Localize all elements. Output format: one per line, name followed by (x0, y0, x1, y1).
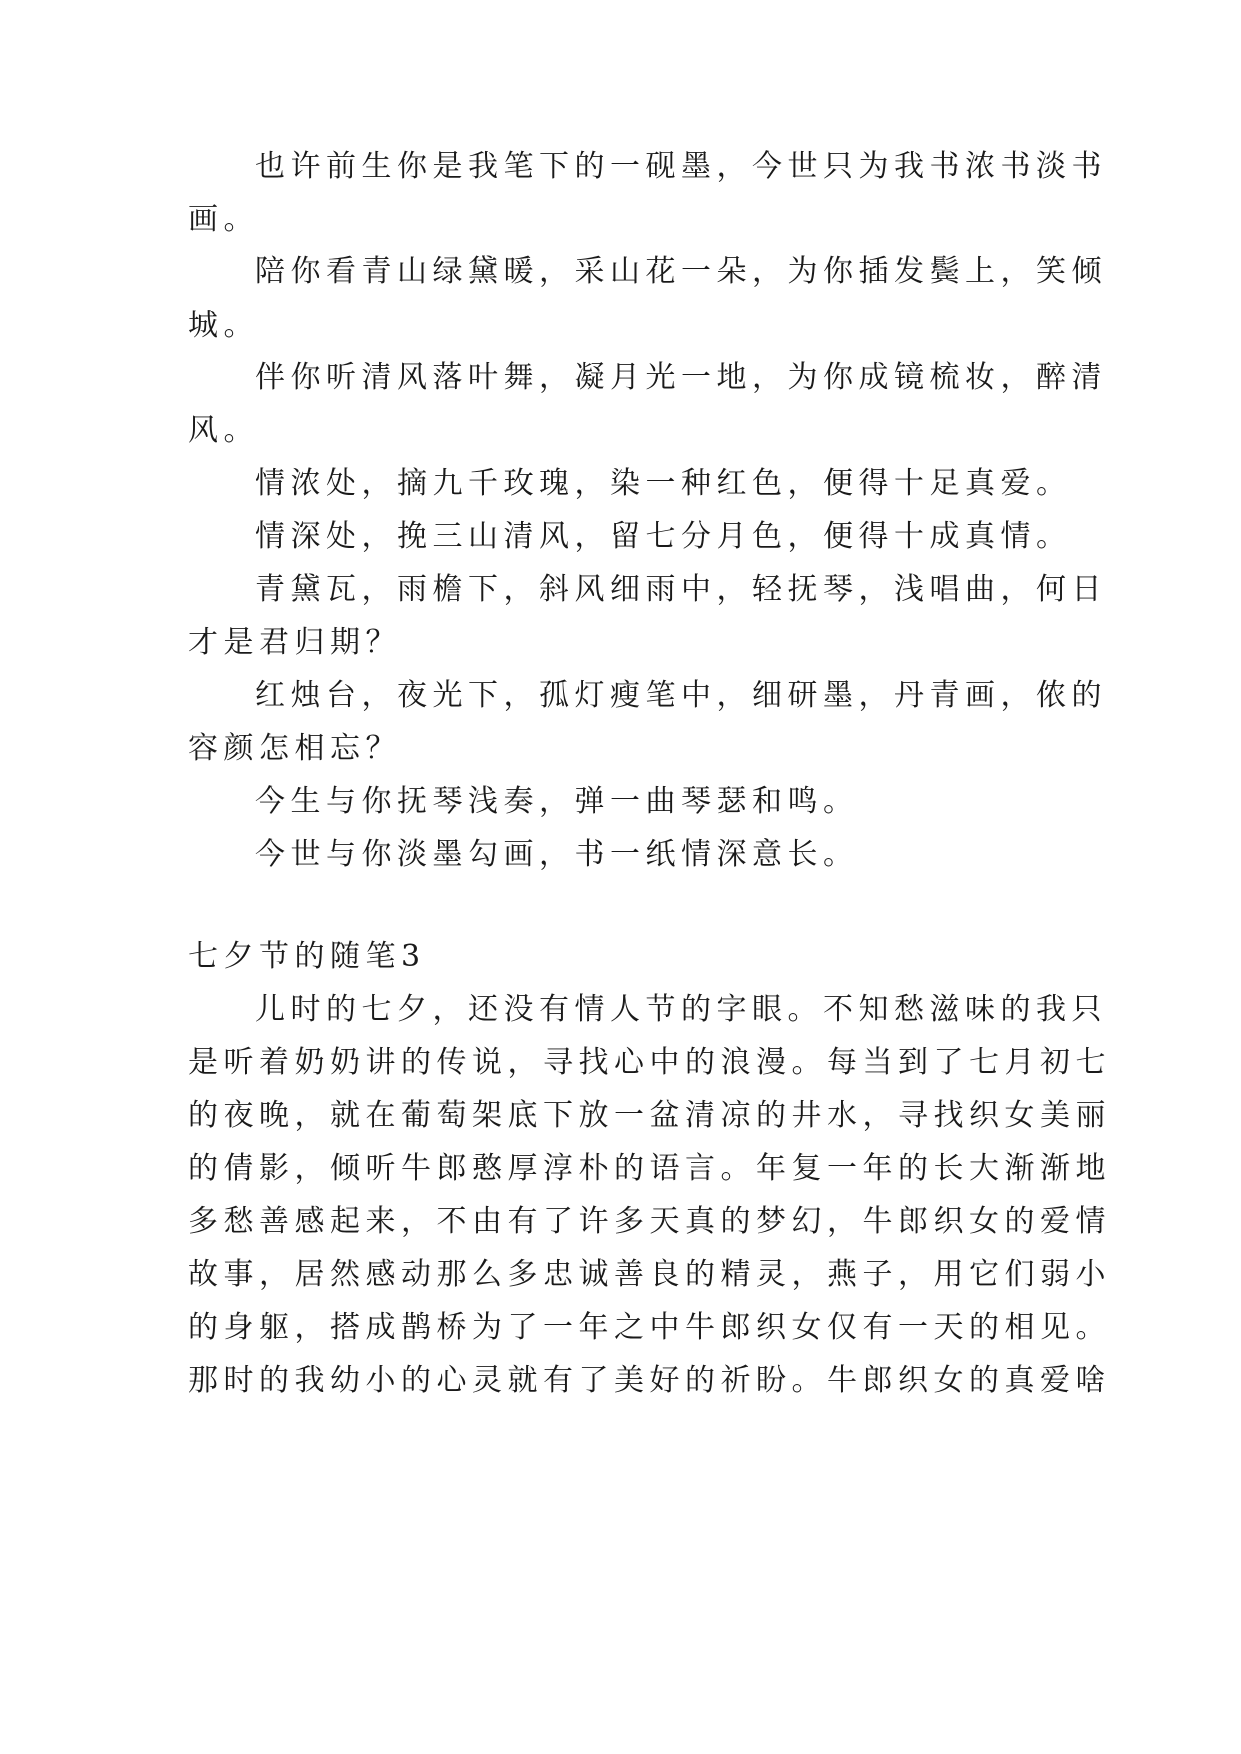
body-text-line: 容颜怎相忘？ (188, 731, 401, 766)
body-text-line: 今生与你抚琴浅奏，弹一曲琴瑟和鸣。 (255, 784, 859, 819)
body-text-line: 的身躯，搭成鹊桥为了一年之中牛郎织女仅有一天的相见。 (188, 1310, 1111, 1345)
body-text-line: 才是君归期？ (188, 625, 401, 660)
body-text-line: 青黛瓦，雨檐下，斜风细雨中，轻抚琴，浅唱曲，何日 (255, 572, 1107, 607)
body-text-line: 儿时的七夕，还没有情人节的字眼。不知愁滋味的我只 (255, 992, 1107, 1027)
body-text-line: 陪你看青山绿黛暖，采山花一朵，为你插发鬓上，笑倾 (255, 254, 1107, 289)
body-text-line: 红烛台，夜光下，孤灯瘦笔中，细研墨，丹青画，侬的 (255, 678, 1107, 713)
body-text-line: 城。 (188, 308, 259, 343)
body-text-line: 画。 (188, 202, 259, 237)
body-text-line: 情深处，挽三山清风，留七分月色，便得十成真情。 (255, 519, 1072, 554)
body-text-line: 故事，居然感动那么多忠诚善良的精灵，燕子，用它们弱小 (188, 1257, 1111, 1292)
body-text-line: 多愁善感起来，不由有了许多天真的梦幻，牛郎织女的爱情 (188, 1204, 1111, 1239)
section-heading: 七夕节的随笔3 (188, 939, 426, 974)
body-text-line: 的夜晚，就在葡萄架底下放一盆清凉的井水，寻找织女美丽 (188, 1098, 1111, 1133)
body-text-line: 伴你听清风落叶舞，凝月光一地，为你成镜梳妆，醉清 (255, 360, 1107, 395)
body-text-line: 那时的我幼小的心灵就有了美好的祈盼。牛郎织女的真爱啥 (188, 1363, 1111, 1398)
body-text-line: 是听着奶奶讲的传说，寻找心中的浪漫。每当到了七月初七 (188, 1045, 1111, 1080)
body-text-line: 今世与你淡墨勾画，书一纸情深意长。 (255, 837, 859, 872)
body-text-line: 的倩影，倾听牛郎憨厚淳朴的语言。年复一年的长大渐渐地 (188, 1151, 1111, 1186)
body-text-line: 情浓处，摘九千玫瑰，染一种红色，便得十足真爱。 (255, 466, 1072, 501)
body-text-line: 也许前生你是我笔下的一砚墨，今世只为我书浓书淡书 (255, 149, 1107, 184)
body-text-line: 风。 (188, 413, 259, 448)
